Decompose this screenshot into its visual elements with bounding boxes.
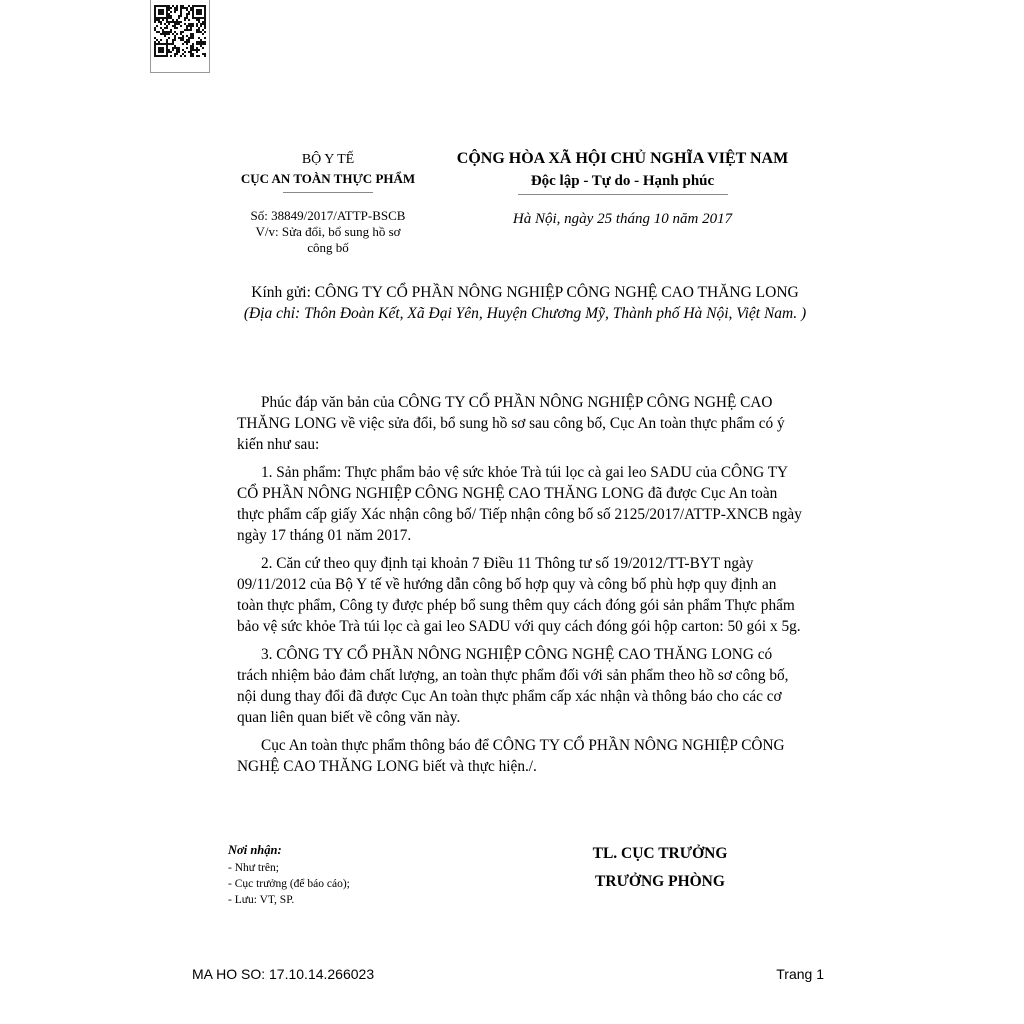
agency-underline [283,192,373,193]
receivers-heading: Nơi nhận: [228,843,282,857]
document-number: Số: 38849/2017/ATTP-BSCB [250,208,406,223]
issue-date: Hà Nội, ngày 25 tháng 10 năm 2017 [512,211,733,227]
document-reference [228,208,428,256]
motto-underline [518,194,728,195]
signer-title-1: TL. CỤC TRƯỞNG [592,845,728,862]
recipient-name: Kính gửi: CÔNG TY CỔ PHẦN NÔNG NGHIỆP CÔNG NGHỆ CAO THĂNG LONG [251,284,799,301]
receiver-line: - Lưu: VT, SP. [228,894,295,906]
receivers-block [228,842,458,908]
ministry-name: BỘ Y TẾ [301,152,355,167]
closing-paragraph: Cục An toàn thực phẩm thông báo để CÔNG TY CỔ PHẦN NÔNG NGHIỆP CÔNG NGHỆ CAO THĂNG LONG biết và thực hiện./. [237,737,785,775]
recipient-address: (Địa chỉ: Thôn Đoàn Kết, Xã Đại Yên, Huyện Chương Mỹ, Thành phố Hà Nội, Việt Nam. ) [243,305,807,322]
qr-code-icon [154,5,206,57]
receiver-line: - Như trên; [228,862,279,874]
national-motto: Độc lập - Tự do - Hạnh phúc [530,173,715,189]
body-item-2: 2. Căn cứ theo quy định tại khoản 7 Điều 11 Thông tư số 19/2012/TT-BYT ngày 09/11/2012 của Bộ Y tế về hướng dẫn công bố hợp quy và công bố phù hợp quy định an toàn thực phẩm, Công ty được phép bổ sung thêm quy cách đóng gói sản phẩm Thực phẩm bảo vệ sức khỏe Trà túi lọc cà gai leo SADU với quy cách đóng gói hộp carton: 50 gói x 5g. [237,555,801,635]
body-item-1: 1. Sản phẩm: Thực phẩm bảo vệ sức khỏe Trà túi lọc cà gai leo SADU của CÔNG TY CỔ PHẦN NÔNG NGHIỆP CÔNG NGHỆ CAO THĂNG LONG đã được Cục An toàn thực phẩm cấp giấy Xác nhận công bố/ Tiếp nhận công bố số 2125/2017/ATTP-XNCB ngày ngày 17 tháng 01 năm 2017. [237,464,802,544]
signer-title-2: TRƯỞNG PHÒNG [595,873,725,890]
issuing-agency-block [228,150,428,193]
body-item-3: 3. CÔNG TY CỔ PHẦN NÔNG NGHIỆP CÔNG NGHỆ CAO THĂNG LONG có trách nhiệm bảo đảm chất lượng, an toàn thực phẩm đối với sản phẩm theo hồ sơ công bố, nội dung thay đổi đã được Cục An toàn thực phẩm cấp xác nhận và thông báo cho các cơ quan liên quan biết về công văn này. [237,646,789,726]
signature-block [560,840,760,896]
nation-title: CỘNG HÒA XÃ HỘI CHỦ NGHĨA VIỆT NAM [456,150,789,167]
national-heading-block [440,148,805,195]
recipient-block [240,282,810,324]
subject-line-1: V/v: Sửa đổi, bổ sung hồ sơ [255,224,401,239]
intro-paragraph: Phúc đáp văn bản của CÔNG TY CỔ PHẦN NÔNG NGHIỆP CÔNG NGHỆ CAO THĂNG LONG về việc sửa đổi, bổ sung hồ sơ sau công bố, Cục An toàn thực phẩm có ý kiến như sau: [237,394,785,453]
page-number: Trang 1 [776,966,824,982]
qr-code [150,0,210,73]
receiver-line: - Cục trưởng (để báo cáo); [228,878,350,890]
agency-name: CỤC AN TOÀN THỰC PHẨM [240,171,416,186]
subject-line-2: công bố [307,240,349,255]
letter-body [237,392,803,784]
file-code: MA HO SO: 17.10.14.266023 [192,966,375,982]
